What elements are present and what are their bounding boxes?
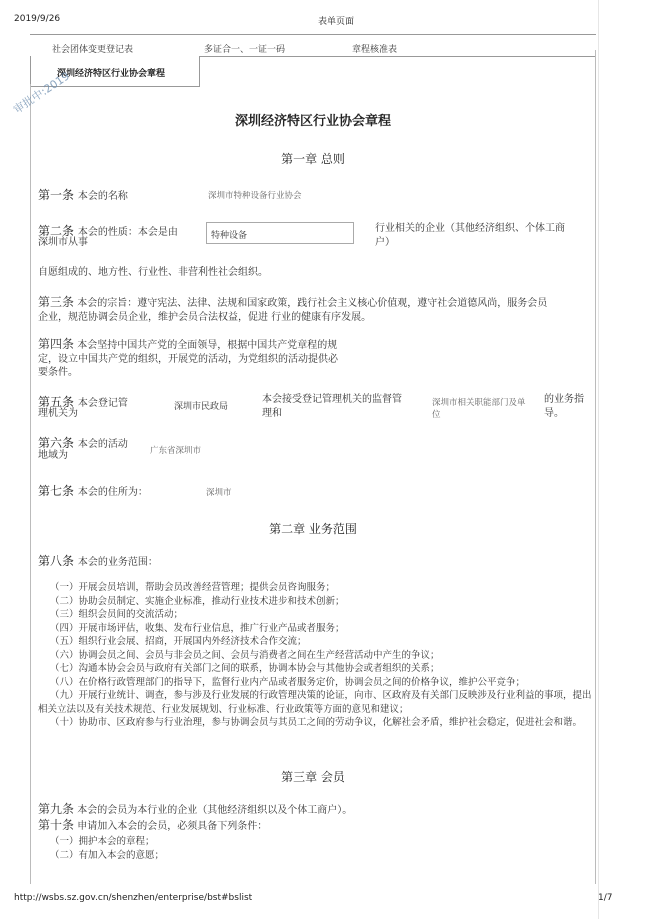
article-2-label: 本会的性质：本会是由 bbox=[77, 227, 178, 238]
business-scope-list bbox=[38, 581, 593, 730]
tab-multi-license[interactable]: 多证合一、一证一码 bbox=[204, 45, 286, 55]
article-4-text-line1: 本会坚持中国共产党的全面领导，根据中国共产党章程的规 bbox=[77, 340, 338, 351]
condition-item: （一）拥护本会的章程； bbox=[50, 836, 155, 847]
scope-item: （三）组织会员间的交流活动； bbox=[50, 609, 184, 620]
supervisory-unit-value[interactable] bbox=[432, 396, 526, 420]
article-3-text-line1: 本会的宗旨：遵守宪法、法律、法规和国家政策，践行社会主义核心价值观，遵守社会道德风尚，服务会员 bbox=[77, 298, 548, 309]
article-2-label-line2: 深圳市从事 bbox=[38, 237, 88, 248]
article-5-number: 第五条 bbox=[38, 395, 75, 409]
article-2-number: 第二条 bbox=[38, 224, 75, 238]
scope-item: （十）协助市、区政府参与行业治理，参与协调会员与其员工之间的劳动争议，化解社会矛盾，维护社会稳定，促进社会和谐。 bbox=[50, 717, 583, 728]
article-6-number: 第六条 bbox=[38, 436, 75, 450]
article-6-label-line2: 地域为 bbox=[38, 450, 68, 461]
article-6-label: 本会的活动 bbox=[77, 439, 128, 450]
activity-region-value[interactable]: 广东省深圳市 bbox=[150, 446, 202, 456]
article-2-continuation: 自愿组成的、地方性、行业性、非营利性社会组织。 bbox=[38, 267, 268, 278]
article-5-tail-line1: 的业务指 bbox=[544, 394, 584, 405]
article-5-mid-line1: 本会接受登记管理机关的监督管 bbox=[262, 394, 402, 405]
scope-item: （六）协调会员之间、会员与非会员之间、会员与消费者之间在生产经营活动中产生的争议； bbox=[50, 649, 440, 661]
scope-item: （八）在价格行政管理部门的指导下，监督行业内产品或者服务定价，协调会员之间的价格争议，维护公平竞争； bbox=[50, 676, 526, 688]
footer-page-number: 1/7 bbox=[598, 893, 613, 903]
scope-item: （九）开展行业统计、调查，参与涉及行业发展的行政管理决策的论证，向市、区政府及有关部门反映涉及行业利益的事项，提出相关立法以及有关技术规范、行业发展规划、行业标准、行业政策等方面的意见和建议； bbox=[38, 690, 592, 715]
tab-charter-approval[interactable]: 章程核准表 bbox=[352, 45, 398, 55]
article-9 bbox=[38, 803, 588, 818]
article-7-number: 第七条 bbox=[38, 484, 75, 498]
article-4 bbox=[38, 338, 378, 380]
article-5-label: 本会登记管 bbox=[77, 398, 128, 409]
membership-conditions-list bbox=[38, 835, 593, 862]
article-4-text-line3: 要条件。 bbox=[38, 367, 78, 378]
approval-stamp: 审批中:2019 bbox=[11, 69, 73, 117]
article-2-tail-line2: 户） bbox=[375, 237, 395, 248]
page-edge bbox=[598, 0, 599, 919]
article-8 bbox=[38, 552, 158, 569]
supervisory-unit-line2: 位 bbox=[432, 410, 441, 420]
scope-item: （四）开展市场评估，收集、发布行业信息，推广行业产品或者服务； bbox=[50, 622, 345, 634]
article-4-text-line2: 定，设立中国共产党的组织，开展党的活动，为党组织的活动提供必 bbox=[38, 353, 338, 365]
industry-input[interactable] bbox=[206, 222, 354, 244]
article-4-number: 第四条 bbox=[38, 337, 75, 351]
registration-authority-value[interactable]: 深圳市民政局 bbox=[174, 402, 229, 412]
article-1-number: 第一条 bbox=[38, 188, 75, 202]
content-frame-right bbox=[595, 50, 596, 884]
scope-item: （二）协助会员制定、实施企业标准，推动行业技术进步和技术创新； bbox=[50, 595, 345, 607]
print-page-title: 表单页面 bbox=[318, 17, 355, 27]
scope-item: （一）开展会员培训，帮助会员改善经营管理；提供会员咨询服务； bbox=[50, 582, 336, 593]
article-9-number: 第九条 bbox=[38, 802, 75, 816]
article-8-number: 第八条 bbox=[38, 554, 75, 568]
industry-input-value: 特种设备 bbox=[211, 231, 248, 241]
footer-url: http://wsbs.sz.gov.cn/shenzhen/enterprise/bst#bslist bbox=[14, 893, 253, 903]
scope-item: （五）组织行业会展、招商，开展国内外经济技术合作交流； bbox=[50, 636, 307, 647]
subtab-charter-label: 深圳经济特区行业协会章程 bbox=[57, 69, 166, 79]
article-8-label: 本会的业务范围： bbox=[77, 557, 158, 568]
article-10-text: 申请加入本会的会员，必须具备下列条件： bbox=[77, 821, 268, 832]
condition-item: （二）有加入本会的意愿； bbox=[50, 849, 165, 861]
article-3 bbox=[38, 296, 588, 324]
article-5-label-line2: 理机关为 bbox=[38, 408, 78, 419]
article-3-number: 第三条 bbox=[38, 295, 75, 309]
article-1-label: 本会的名称 bbox=[77, 191, 128, 202]
tab-registration-change[interactable]: 社会团体变更登记表 bbox=[52, 45, 134, 55]
article-1 bbox=[38, 186, 128, 203]
chapter-3-heading: 第三章 会员 bbox=[281, 770, 345, 784]
article-7-label: 本会的住所为： bbox=[77, 487, 148, 498]
article-5-tail-line2: 导。 bbox=[544, 408, 564, 419]
print-date: 2019/9/26 bbox=[14, 14, 61, 24]
scope-item: （七）沟通本协会会员与政府有关部门之间的联系，协调本协会与其他协会或者组织的关系； bbox=[50, 663, 440, 674]
article-10-number: 第十条 bbox=[38, 818, 75, 832]
article-7 bbox=[38, 482, 148, 499]
chapter-2-heading: 第二章 业务范围 bbox=[269, 522, 357, 536]
association-name-value[interactable]: 深圳市特种设备行业协会 bbox=[208, 191, 302, 201]
article-2-tail-line1: 行业相关的企业（其他经济组织、个体工商 bbox=[375, 223, 565, 234]
article-3-text-line2: 企业，规范协调会员企业，维护会员合法权益，促进 行业的健康有序发展。 bbox=[38, 311, 372, 323]
article-10 bbox=[38, 819, 588, 834]
residence-value[interactable]: 深圳市 bbox=[206, 488, 232, 498]
article-9-text: 本会的会员为本行业的企业（其他经济组织以及个体工商户）。 bbox=[77, 805, 353, 816]
content-frame-left bbox=[30, 84, 31, 884]
document-title: 深圳经济特区行业协会章程 bbox=[234, 114, 391, 129]
tabs-top-border bbox=[30, 34, 596, 35]
article-5-mid-line2: 理和 bbox=[262, 408, 282, 419]
supervisory-unit-line1: 深圳市相关职能部门及单 bbox=[432, 398, 526, 408]
chapter-1-heading: 第一章 总则 bbox=[281, 152, 345, 166]
